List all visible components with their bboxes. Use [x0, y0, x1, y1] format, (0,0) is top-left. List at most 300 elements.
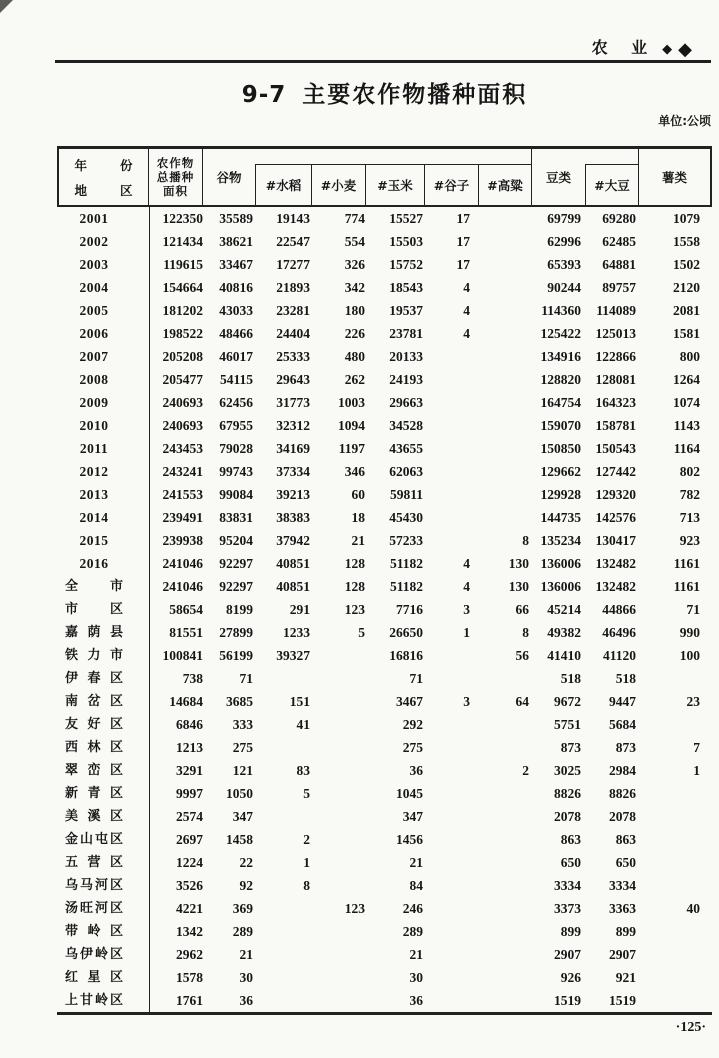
value-cell: 83831	[219, 510, 253, 525]
value-cell: 291	[289, 602, 310, 617]
row-label: 乌 伊 岭 区	[65, 947, 123, 962]
value-cell	[638, 966, 712, 989]
value-cell	[311, 644, 365, 667]
value-cell: 89757	[602, 280, 636, 295]
value-cell: 125013	[595, 326, 636, 341]
value-cell: 19143	[276, 211, 310, 226]
value-cell	[478, 713, 531, 736]
value-cell	[478, 897, 531, 920]
value-cell: 9447	[609, 694, 636, 709]
page-title	[57, 76, 712, 109]
value-cell: 84	[409, 878, 423, 893]
value-cell: 17	[456, 234, 470, 249]
value-cell: 100841	[162, 648, 203, 663]
value-cell: 3685	[226, 694, 253, 709]
value-cell: 1074	[673, 395, 700, 410]
col-header-sorghum-label: #高粱	[478, 164, 531, 205]
value-cell: 41	[296, 717, 310, 732]
stub-divider-line	[149, 207, 150, 1012]
row-label: 嘉 荫 县	[65, 625, 123, 640]
value-cell	[638, 782, 712, 805]
row-label: 2011	[79, 441, 109, 456]
table-row	[57, 874, 712, 897]
value-cell: 243453	[162, 441, 203, 456]
value-cell: 8	[522, 533, 529, 548]
scan-corner-smudge	[0, 0, 13, 13]
row-label: 2007	[79, 349, 109, 364]
value-cell: 122350	[162, 211, 203, 226]
value-cell	[478, 782, 531, 805]
value-cell: 7716	[396, 602, 423, 617]
value-cell: 128	[344, 556, 365, 571]
table-row	[57, 276, 712, 299]
value-cell: 40816	[219, 280, 253, 295]
value-cell	[478, 414, 531, 437]
value-cell: 873	[615, 740, 636, 755]
value-cell	[311, 989, 365, 1012]
value-cell: 180	[344, 303, 365, 318]
col-header-rice	[255, 149, 311, 205]
value-cell: 46496	[602, 625, 636, 640]
value-cell: 1197	[338, 441, 365, 456]
value-cell	[255, 897, 311, 920]
value-cell: 48466	[219, 326, 253, 341]
value-cell: 1213	[176, 740, 203, 755]
value-cell: 2697	[176, 832, 203, 847]
value-cell: 1519	[609, 993, 636, 1008]
value-cell: 92	[239, 878, 253, 893]
value-cell: 27899	[219, 625, 253, 640]
value-cell	[255, 667, 311, 690]
row-label: 全 市	[65, 579, 123, 594]
value-cell: 22	[239, 855, 253, 870]
value-cell: 38621	[219, 234, 253, 249]
value-cell	[424, 782, 478, 805]
value-cell	[424, 920, 478, 943]
value-cell	[255, 966, 311, 989]
value-cell	[638, 943, 712, 966]
row-label: 2012	[79, 464, 109, 479]
table-row	[57, 345, 712, 368]
value-cell	[424, 483, 478, 506]
value-cell: 554	[344, 234, 365, 249]
value-cell	[311, 736, 365, 759]
col-header-millet	[424, 149, 478, 205]
row-label: 翠 峦 区	[65, 763, 123, 778]
table-row	[57, 368, 712, 391]
table-row	[57, 207, 712, 230]
row-label: 2016	[79, 556, 109, 571]
value-cell	[424, 989, 478, 1012]
value-cell: 132482	[595, 556, 636, 571]
value-cell: 3334	[609, 878, 636, 893]
value-cell: 128081	[595, 372, 636, 387]
value-cell: 62485	[602, 234, 636, 249]
value-cell: 114360	[541, 303, 581, 318]
value-cell	[255, 805, 311, 828]
value-cell: 3467	[396, 694, 423, 709]
row-label: 南 岔 区	[65, 694, 123, 709]
value-cell: 159070	[540, 418, 581, 433]
value-cell: 40851	[276, 579, 310, 594]
value-cell	[424, 713, 478, 736]
table-row	[57, 805, 712, 828]
value-cell: 333	[232, 717, 253, 732]
value-cell: 650	[560, 855, 581, 870]
col-header-total-line3: 面积	[163, 184, 188, 198]
value-cell: 899	[615, 924, 636, 939]
col-header-year: 年 份	[74, 157, 133, 173]
value-cell	[311, 805, 365, 828]
value-cell: 292	[402, 717, 423, 732]
value-cell	[424, 667, 478, 690]
value-cell: 129928	[540, 487, 581, 502]
row-label: 红 星 区	[65, 970, 123, 985]
value-cell: 29643	[276, 372, 310, 387]
value-cell: 241553	[162, 487, 203, 502]
value-cell	[638, 920, 712, 943]
value-cell: 15503	[389, 234, 423, 249]
value-cell: 1003	[338, 395, 365, 410]
value-cell: 241046	[162, 579, 203, 594]
table-row	[57, 713, 712, 736]
chapter-title: 农 业	[591, 38, 657, 57]
table-row	[57, 391, 712, 414]
col-header-sorghum	[478, 149, 531, 205]
value-cell: 3526	[176, 878, 203, 893]
value-cell: 62063	[389, 464, 423, 479]
value-cell: 43655	[389, 441, 423, 456]
row-label: 乌 马 河 区	[65, 878, 123, 893]
value-cell: 346	[344, 464, 365, 479]
value-cell: 92297	[219, 579, 253, 594]
value-cell	[478, 345, 531, 368]
row-label: 2006	[79, 326, 109, 341]
value-cell: 1161	[673, 556, 700, 571]
table-row	[57, 920, 712, 943]
table-row	[57, 690, 712, 713]
value-cell: 1161	[673, 579, 700, 594]
value-cell: 7	[693, 740, 700, 755]
crops-sown-area-table	[57, 146, 712, 1015]
value-cell	[311, 943, 365, 966]
value-cell	[311, 759, 365, 782]
value-cell: 129320	[595, 487, 636, 502]
value-cell: 144735	[540, 510, 581, 525]
value-cell: 24193	[389, 372, 423, 387]
value-cell: 92297	[219, 556, 253, 571]
value-cell	[255, 989, 311, 1012]
value-cell: 18	[351, 510, 365, 525]
table-row	[57, 483, 712, 506]
value-cell	[424, 506, 478, 529]
value-cell: 289	[232, 924, 253, 939]
value-cell: 246	[402, 901, 423, 916]
value-cell: 1233	[283, 625, 310, 640]
table-row	[57, 598, 712, 621]
value-cell: 4	[463, 303, 470, 318]
value-cell: 62456	[219, 395, 253, 410]
value-cell: 51182	[389, 556, 423, 571]
value-cell: 2907	[609, 947, 636, 962]
value-cell: 64	[515, 694, 529, 709]
value-cell: 8	[522, 625, 529, 640]
value-cell: 40	[686, 901, 700, 916]
value-cell: 43033	[219, 303, 253, 318]
value-cell: 22547	[276, 234, 310, 249]
table-row	[57, 552, 712, 575]
value-cell: 57233	[389, 533, 423, 548]
value-cell: 1	[463, 625, 470, 640]
value-cell	[424, 805, 478, 828]
value-cell: 37942	[276, 533, 310, 548]
value-cell	[424, 460, 478, 483]
value-cell: 1456	[396, 832, 423, 847]
value-cell: 275	[402, 740, 423, 755]
table-header-row	[57, 146, 712, 207]
value-cell	[478, 828, 531, 851]
value-cell: 164754	[540, 395, 581, 410]
value-cell: 71	[686, 602, 700, 617]
value-cell	[424, 851, 478, 874]
value-cell	[255, 736, 311, 759]
value-cell: 71	[409, 671, 423, 686]
value-cell: 240693	[162, 418, 203, 433]
row-label: 友 好 区	[65, 717, 123, 732]
value-cell	[478, 460, 531, 483]
row-label: 2008	[79, 372, 109, 387]
value-cell	[424, 874, 478, 897]
value-cell: 150543	[595, 441, 636, 456]
value-cell: 802	[679, 464, 700, 479]
value-cell	[311, 920, 365, 943]
value-cell: 1079	[673, 211, 700, 226]
col-header-region: 地 区	[74, 182, 133, 198]
value-cell: 71	[239, 671, 253, 686]
value-cell: 21	[351, 533, 365, 548]
value-cell: 95204	[219, 533, 253, 548]
value-cell: 1045	[396, 786, 423, 801]
value-cell: 67955	[219, 418, 253, 433]
value-cell: 275	[232, 740, 253, 755]
table-row	[57, 966, 712, 989]
value-cell: 135234	[540, 533, 581, 548]
value-cell	[424, 437, 478, 460]
value-cell: 56199	[219, 648, 253, 663]
value-cell: 518	[615, 671, 636, 686]
table-row	[57, 621, 712, 644]
value-cell	[478, 920, 531, 943]
value-cell: 15527	[389, 211, 423, 226]
value-cell: 25333	[276, 349, 310, 364]
value-cell: 46017	[219, 349, 253, 364]
value-cell: 1558	[673, 234, 700, 249]
col-header-wheat-label: #小麦	[311, 164, 365, 205]
value-cell: 39327	[276, 648, 310, 663]
value-cell: 45430	[389, 510, 423, 525]
value-cell: 41120	[602, 648, 636, 663]
value-cell	[478, 667, 531, 690]
value-cell: 342	[344, 280, 365, 295]
row-label: 西 林 区	[65, 740, 123, 755]
value-cell: 4221	[176, 901, 203, 916]
value-cell: 1264	[673, 372, 700, 387]
value-cell: 2962	[176, 947, 203, 962]
value-cell: 8199	[226, 602, 253, 617]
value-cell	[478, 805, 531, 828]
col-header-rice-label: #水稻	[255, 164, 311, 205]
value-cell: 2907	[554, 947, 581, 962]
value-cell	[424, 391, 478, 414]
row-label: 2002	[79, 234, 109, 249]
value-cell	[311, 966, 365, 989]
value-cell: 1094	[338, 418, 365, 433]
col-header-total-line1: 农作物	[156, 156, 195, 170]
value-cell: 6846	[176, 717, 203, 732]
value-cell: 100	[679, 648, 700, 663]
value-cell: 3	[463, 602, 470, 617]
value-cell	[478, 966, 531, 989]
value-cell	[478, 736, 531, 759]
value-cell: 128	[344, 579, 365, 594]
row-label: 2015	[79, 533, 109, 548]
value-cell: 19537	[389, 303, 423, 318]
value-cell: 31773	[276, 395, 310, 410]
value-cell: 60	[351, 487, 365, 502]
col-header-corn	[365, 149, 424, 205]
value-cell: 69799	[547, 211, 581, 226]
diamond-icon: ◆	[662, 42, 673, 57]
value-cell: 21	[409, 947, 423, 962]
value-cell	[311, 713, 365, 736]
value-cell	[478, 253, 531, 276]
table-row	[57, 460, 712, 483]
value-cell: 926	[560, 970, 581, 985]
table-row	[57, 736, 712, 759]
value-cell: 23281	[276, 303, 310, 318]
value-cell: 2081	[673, 303, 700, 318]
row-label: 市 区	[65, 602, 123, 617]
col-header-tubers	[638, 149, 712, 205]
value-cell: 34528	[389, 418, 423, 433]
value-cell: 39213	[276, 487, 310, 502]
value-cell: 18543	[389, 280, 423, 295]
value-cell: 738	[182, 671, 203, 686]
table-number: 9-7	[241, 82, 287, 108]
value-cell	[424, 966, 478, 989]
value-cell	[311, 667, 365, 690]
value-cell: 16816	[389, 648, 423, 663]
value-cell: 1761	[176, 993, 203, 1008]
value-cell: 23	[686, 694, 700, 709]
value-cell: 45214	[547, 602, 581, 617]
value-cell: 1581	[673, 326, 700, 341]
value-cell: 62996	[547, 234, 581, 249]
value-cell: 129662	[540, 464, 581, 479]
value-cell: 59811	[389, 487, 423, 502]
value-cell: 205477	[162, 372, 203, 387]
value-cell: 5	[303, 786, 310, 801]
value-cell: 130	[508, 579, 529, 594]
value-cell: 36	[409, 763, 423, 778]
value-cell	[638, 874, 712, 897]
value-cell	[478, 506, 531, 529]
row-label: 2010	[79, 418, 109, 433]
table-row	[57, 575, 712, 598]
value-cell: 1342	[176, 924, 203, 939]
col-header-corn-label: #玉米	[365, 164, 424, 205]
table-row	[57, 851, 712, 874]
table-row	[57, 759, 712, 782]
diamond-icon: ◆	[678, 39, 692, 60]
value-cell	[478, 322, 531, 345]
value-cell: 58654	[169, 602, 203, 617]
value-cell	[638, 828, 712, 851]
value-cell: 122866	[595, 349, 636, 364]
value-cell: 49382	[547, 625, 581, 640]
value-cell: 164323	[595, 395, 636, 410]
col-header-beans	[531, 149, 585, 205]
value-cell: 863	[560, 832, 581, 847]
value-cell	[424, 414, 478, 437]
table-row	[57, 437, 712, 460]
row-label: 2001	[79, 211, 109, 226]
row-label: 新 青 区	[65, 786, 123, 801]
value-cell: 198522	[162, 326, 203, 341]
page-number: ·125·	[675, 1020, 706, 1035]
value-cell: 5751	[554, 717, 581, 732]
col-header-total-sown-area	[149, 149, 203, 205]
value-cell: 130417	[595, 533, 636, 548]
table-row	[57, 414, 712, 437]
value-cell: 38383	[276, 510, 310, 525]
table-row	[57, 667, 712, 690]
value-cell	[638, 851, 712, 874]
value-cell	[424, 897, 478, 920]
value-cell	[424, 828, 478, 851]
value-cell: 1164	[673, 441, 700, 456]
value-cell: 119615	[163, 257, 203, 272]
value-cell: 5	[358, 625, 365, 640]
value-cell: 29663	[389, 395, 423, 410]
value-cell: 1	[693, 763, 700, 778]
value-cell: 2078	[609, 809, 636, 824]
value-cell	[638, 989, 712, 1012]
table-row	[57, 644, 712, 667]
value-cell: 34169	[276, 441, 310, 456]
value-cell	[478, 391, 531, 414]
value-cell: 5684	[609, 717, 636, 732]
value-cell: 21	[409, 855, 423, 870]
table-title-text: 主要农作物播种面积	[302, 82, 528, 108]
value-cell: 1519	[554, 993, 581, 1008]
unit-label: 单位:公顷	[658, 114, 711, 128]
value-cell: 99743	[219, 464, 253, 479]
row-label: 五 营 区	[65, 855, 123, 870]
value-cell: 2120	[673, 280, 700, 295]
value-cell: 181202	[162, 303, 203, 318]
value-cell: 17277	[276, 257, 310, 272]
value-cell	[638, 713, 712, 736]
value-cell: 923	[679, 533, 700, 548]
value-cell: 1050	[226, 786, 253, 801]
value-cell: 127442	[595, 464, 636, 479]
value-cell: 51182	[389, 579, 423, 594]
value-cell: 24404	[276, 326, 310, 341]
col-header-tubers-label: 薯类	[661, 170, 687, 185]
value-cell: 33467	[219, 257, 253, 272]
col-header-beans-label: 豆类	[545, 170, 571, 185]
